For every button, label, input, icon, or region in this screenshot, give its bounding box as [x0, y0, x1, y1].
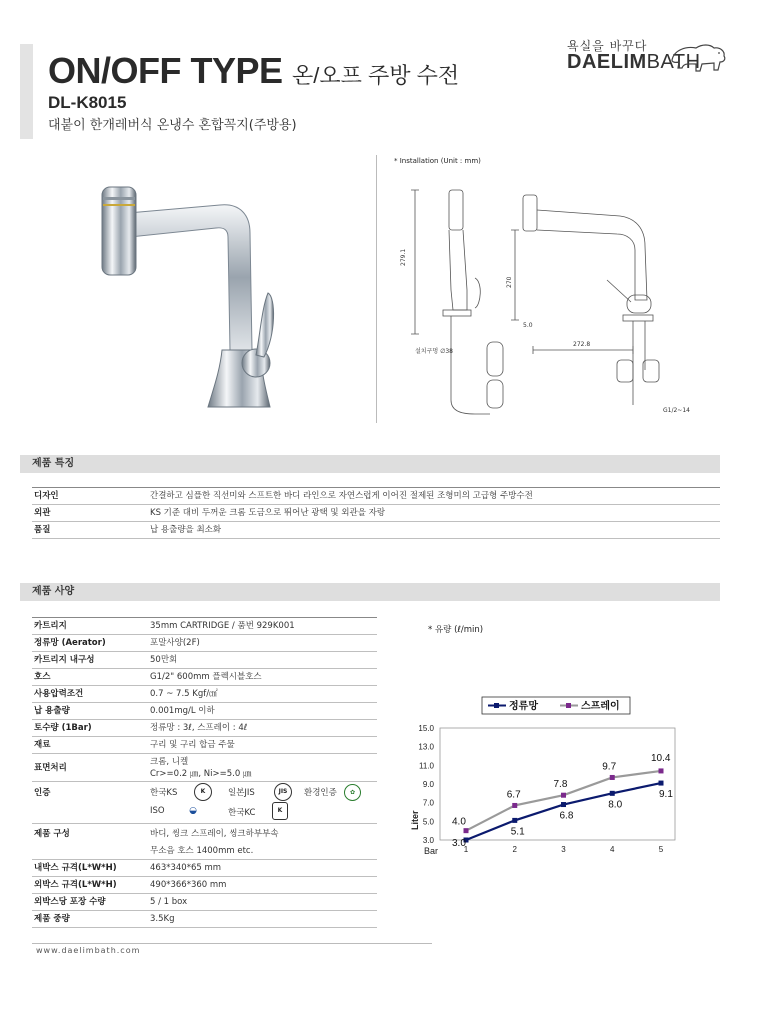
data-point: [512, 818, 517, 823]
data-label: 3.0: [452, 838, 466, 849]
legend-label: 스프레이: [581, 701, 620, 712]
spec-row: 외박스당 포장 수량 5 / 1 box: [32, 894, 377, 911]
feature-row: 디자인 간결하고 심플한 직선미와 스프트한 바디 라인으로 자연스럽게 이어진 절제된 조형미의 고급형 주방수전: [32, 488, 720, 505]
data-point: [561, 793, 566, 798]
drawing-divider: [376, 155, 377, 423]
x-tick-label: 3: [561, 845, 566, 854]
spec-row: 카트리지 35mm CARTRIDGE / 품번 929K001: [32, 618, 377, 635]
features-section-title: 제품 특징: [32, 458, 75, 469]
legend-marker: [494, 703, 499, 708]
x-axis-label: Bar: [423, 846, 438, 856]
ks-mark-icon: K: [194, 783, 212, 801]
x-tick-label: 1: [463, 845, 469, 854]
jis-mark-icon: JIS: [274, 783, 292, 801]
data-point: [561, 802, 566, 807]
footer-rule: [32, 943, 432, 944]
model-number: DL-K8015: [48, 93, 127, 112]
spec-row: 사용압력조건 0.7 ~ 7.5 Kgf/㎠: [32, 686, 377, 703]
data-label: 5.1: [510, 826, 525, 838]
specs-section-title: 제품 사양: [32, 586, 75, 597]
data-point: [659, 768, 664, 773]
spec-row: 내박스 규격(L*W*H) 463*340*65 mm: [32, 860, 377, 877]
data-label: 9.7: [602, 761, 617, 773]
y-tick-label: 9.0: [422, 780, 434, 789]
eco-label-icon: ✿: [344, 784, 361, 801]
data-label: 9.1: [659, 789, 673, 801]
brand-name-bold: DAELIM: [567, 51, 647, 73]
spec-row: 호스 G1/2" 600mm 플렉시블호스: [32, 669, 377, 686]
flow-rate-note: * 유량 (ℓ/min): [428, 625, 484, 635]
data-label: 6.8: [559, 810, 574, 822]
installation-note: * Installation (Unit : mm): [394, 157, 481, 165]
iso-mark-icon: ◒: [189, 806, 197, 816]
legend-label: 정류망: [509, 701, 538, 712]
brand-name-light: BATH: [646, 51, 701, 73]
y-tick-label: 7.0: [422, 798, 434, 808]
spec-row: 제품 중량 3.5Kg: [32, 911, 377, 928]
data-label: 6.7: [506, 789, 521, 801]
data-label: 10.4: [651, 752, 671, 764]
x-tick-label: 5: [658, 845, 664, 854]
data-point: [659, 781, 664, 786]
spec-row: 정류망 (Aerator) 포말사양(2F): [32, 635, 377, 652]
dim-label: 270: [506, 276, 513, 288]
dim-label: 5.0: [523, 322, 533, 329]
kc-mark-icon: K: [272, 802, 288, 820]
dim-label: G1/2~14: [663, 407, 690, 414]
legend-marker: [566, 703, 571, 708]
y-tick-label: 15.0: [418, 724, 434, 733]
accent-bar: [20, 44, 33, 139]
spec-row: 납 용출량 0.001mg/L 이하: [32, 703, 377, 720]
features-section-bar: [20, 455, 720, 473]
spec-row: 표면처리 크롬, 니켈 Cr>=0.2 ㎛, Ni>=5.0 ㎛: [32, 754, 377, 782]
dim-label: 279.1: [400, 248, 407, 266]
data-point: [464, 828, 469, 833]
brand-tagline: 욕실을 바꾸다: [567, 39, 648, 53]
footer-url[interactable]: www.daelimbath.com: [36, 946, 141, 955]
spec-row: 제품 구성 바디, 씽크 스프레이, 씽크하부부속 무소음 호스 1400mm etc.: [32, 824, 377, 860]
data-point: [610, 775, 615, 780]
y-tick-label: 3.0: [422, 836, 434, 845]
polar-bear-icon: [668, 38, 730, 74]
flow-rate-chart: [400, 690, 690, 865]
specs-section-bar: [20, 583, 720, 601]
data-point: [610, 791, 615, 796]
product-subtitle: 대붙이 한개레버식 온냉수 혼합꼭지(주방용): [48, 118, 297, 133]
data-label: 4.0: [452, 816, 466, 828]
installation-drawing: [395, 170, 715, 425]
y-tick-label: 13.0: [418, 742, 434, 752]
spec-row: 카트리지 내구성 50만회: [32, 652, 377, 669]
data-point: [512, 803, 517, 808]
feature-row: 품질 납 용출량을 최소화: [32, 522, 720, 539]
x-tick-label: 2: [512, 845, 517, 854]
feature-row: 외관 KS 기준 대비 두꺼운 크롬 도금으로 뛰어난 광택 및 외관을 자랑: [32, 505, 720, 522]
spec-row: 외박스 규격(L*W*H) 490*366*360 mm: [32, 877, 377, 894]
spec-row: 토수량 (1Bar) 정류망 : 3ℓ, 스프레이 : 4ℓ: [32, 720, 377, 737]
title-ko: 온/오프 주방 수전: [292, 63, 460, 88]
spec-row-certification: 인증 한국KS K 일본JIS JIS 환경인증 ✿ ISO ◒ 한국KC K: [32, 782, 377, 824]
x-tick-label: 4: [610, 845, 615, 854]
y-tick-label: 5.0: [422, 817, 434, 827]
data-label: 7.8: [553, 779, 568, 791]
faucet-product-image: [90, 175, 300, 415]
data-label: 8.0: [608, 799, 623, 811]
dim-label: 272.8: [573, 341, 591, 348]
title-en: ON/OFF TYPE: [48, 50, 283, 91]
y-axis-label: Liter: [410, 810, 420, 830]
page-title: [48, 50, 459, 92]
y-tick-label: 11.0: [419, 761, 434, 771]
spec-row: 재료 구리 및 구리 합금 주물: [32, 737, 377, 754]
dim-label: 설치구멍 ∅38: [415, 348, 453, 355]
